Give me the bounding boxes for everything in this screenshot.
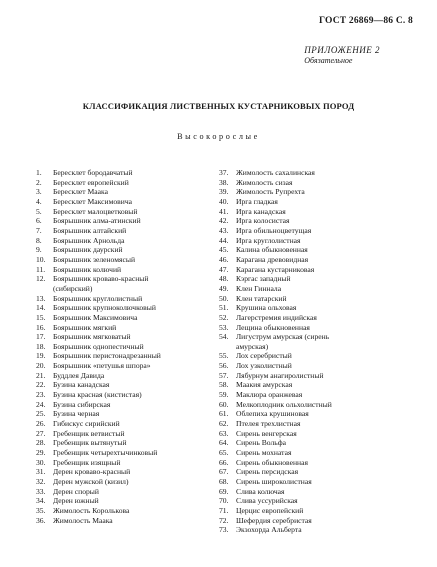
item-name: Боярышник перистонадрезанный bbox=[53, 351, 161, 361]
list-item bbox=[36, 506, 226, 516]
item-number: 53. bbox=[219, 322, 229, 332]
item-number: 48. bbox=[219, 274, 229, 284]
item-number: 41. bbox=[219, 206, 229, 216]
item-number: 50. bbox=[219, 293, 229, 303]
item-number: 17. bbox=[36, 332, 46, 342]
list-item bbox=[36, 516, 226, 526]
list-item bbox=[36, 487, 226, 497]
item-name: Буддлея Давида bbox=[53, 370, 105, 380]
item-name: Жимолость сизая bbox=[236, 177, 293, 187]
list-item bbox=[36, 323, 226, 333]
item-name: Ирга обильноцветущая bbox=[236, 225, 312, 235]
item-name: Мелкоплодник ольхолистный bbox=[236, 399, 332, 409]
item-number: 55. bbox=[219, 351, 229, 361]
list-item bbox=[36, 380, 226, 390]
item-name: Ирга канадская bbox=[236, 206, 286, 216]
appendix-block bbox=[304, 45, 380, 65]
item-number: 27. bbox=[36, 428, 46, 438]
item-number: 47. bbox=[219, 264, 229, 274]
item-name: Боярышник «петушья шпора» bbox=[53, 361, 151, 371]
item-number: 36. bbox=[36, 515, 46, 525]
item-number: 28. bbox=[36, 438, 46, 448]
item-number: 56. bbox=[219, 361, 229, 371]
item-number: 54. bbox=[219, 332, 229, 342]
item-name: Боярышник мягковатый bbox=[53, 332, 131, 342]
item-name: Бересклет Маака bbox=[53, 187, 108, 197]
list-item bbox=[219, 236, 424, 246]
item-number: 46. bbox=[219, 254, 229, 264]
item-name: Дерен кроваво-красный bbox=[53, 467, 131, 477]
list-item bbox=[219, 313, 424, 323]
item-name: Дерен южный bbox=[53, 496, 99, 506]
list-item bbox=[219, 332, 424, 342]
item-name: Ирга круглолистная bbox=[236, 235, 301, 245]
item-name: Маклюра оранжевая bbox=[236, 390, 303, 400]
item-name: Лигуструм амурская (сирень bbox=[236, 332, 330, 342]
list-item bbox=[36, 255, 226, 265]
list-item bbox=[219, 178, 424, 188]
item-name: Ирга гладкая bbox=[236, 196, 278, 206]
list-item bbox=[219, 255, 424, 265]
list-item bbox=[36, 409, 226, 419]
item-name: Церцис европейский bbox=[236, 505, 304, 515]
appendix-status: Обязательное bbox=[304, 56, 353, 65]
item-number: 61. bbox=[219, 409, 229, 419]
list-item bbox=[219, 429, 424, 439]
item-number: 31. bbox=[36, 467, 46, 477]
item-name: (сибирский) bbox=[53, 283, 93, 293]
list-item bbox=[219, 207, 424, 217]
item-number: 19. bbox=[36, 351, 46, 361]
item-name: Лагерстремия индийская bbox=[236, 312, 317, 322]
list-item bbox=[219, 168, 424, 178]
item-number: 42. bbox=[219, 216, 229, 226]
item-name: Сирень мохнатая bbox=[236, 448, 292, 458]
standard-header: ГОСТ 26869—86 С. 8 bbox=[319, 16, 413, 26]
item-name: Жимолость Рупрехта bbox=[236, 187, 305, 197]
list-item bbox=[219, 323, 424, 333]
item-name: Бересклет Максимовича bbox=[53, 196, 133, 206]
list-item bbox=[219, 197, 424, 207]
item-number: 10. bbox=[36, 254, 46, 264]
list-item bbox=[36, 458, 226, 468]
item-number: 45. bbox=[219, 245, 229, 255]
item-name: Слива колючая bbox=[236, 486, 285, 496]
item-name: Карагана древовидная bbox=[236, 254, 309, 264]
item-name: Боярышник однопестичный bbox=[53, 341, 144, 351]
list-item bbox=[36, 236, 226, 246]
item-name: Боярышник алтайский bbox=[53, 225, 127, 235]
item-name: Клен Гиннала bbox=[236, 283, 282, 293]
item-number: 6. bbox=[36, 216, 42, 226]
item-name: Калина обыкновенная bbox=[236, 245, 308, 255]
list-item bbox=[219, 390, 424, 400]
list-item bbox=[219, 448, 424, 458]
item-name: Гребенщик вытянутый bbox=[53, 438, 127, 448]
item-number: 70. bbox=[219, 496, 229, 506]
list-item bbox=[219, 400, 424, 410]
item-number: 35. bbox=[36, 505, 46, 515]
list-item bbox=[36, 168, 226, 178]
item-name: Кэргас западный bbox=[236, 274, 291, 284]
item-name: Карагана кустарниковая bbox=[236, 264, 315, 274]
item-number: 67. bbox=[219, 467, 229, 477]
item-number: 40. bbox=[219, 196, 229, 206]
item-name: амурская) bbox=[236, 341, 269, 351]
item-number bbox=[219, 342, 236, 352]
list-item bbox=[36, 332, 226, 342]
item-number: 69. bbox=[219, 486, 229, 496]
list-item bbox=[219, 438, 424, 448]
item-number bbox=[36, 284, 53, 294]
list-item bbox=[219, 216, 424, 226]
item-name: Гребенщик четырехтычинковый bbox=[53, 448, 158, 458]
item-name: Сирень обыкновенная bbox=[236, 457, 308, 467]
item-number: 8. bbox=[36, 235, 42, 245]
item-name: Сирень персидская bbox=[236, 467, 299, 477]
list-item bbox=[36, 496, 226, 506]
item-name: Жимолость сахалинская bbox=[236, 168, 315, 177]
item-name: Экзохорда Альберта bbox=[236, 525, 302, 535]
item-number: 1. bbox=[36, 168, 42, 177]
item-number: 2. bbox=[36, 177, 42, 187]
list-item bbox=[36, 429, 226, 439]
item-number: 11. bbox=[36, 264, 46, 274]
list-item bbox=[36, 274, 226, 284]
item-number: 57. bbox=[219, 370, 229, 380]
list-item bbox=[219, 496, 424, 506]
item-number: 23. bbox=[36, 390, 46, 400]
item-name: Гребенщик ветвистый bbox=[53, 428, 125, 438]
item-name: Боярышник колючий bbox=[53, 264, 122, 274]
item-name: Боярышник крупноколючковый bbox=[53, 303, 156, 313]
item-number: 15. bbox=[36, 312, 46, 322]
item-name: Бузина канадская bbox=[53, 380, 110, 390]
item-number: 71. bbox=[219, 505, 229, 515]
list-item bbox=[36, 477, 226, 487]
item-number: 26. bbox=[36, 419, 46, 429]
item-number: 21. bbox=[36, 370, 46, 380]
item-name: Лещина обыкновенная bbox=[236, 322, 310, 332]
item-number: 49. bbox=[219, 283, 229, 293]
list-item bbox=[219, 284, 424, 294]
item-name: Боярышник мягкий bbox=[53, 322, 117, 332]
list-item bbox=[36, 438, 226, 448]
item-name: Клен татарский bbox=[236, 293, 287, 303]
list-item bbox=[36, 178, 226, 188]
list-item bbox=[219, 409, 424, 419]
item-name: Сирень Вольфа bbox=[236, 438, 287, 448]
item-name: Лох серебристый bbox=[236, 351, 292, 361]
item-number: 66. bbox=[219, 457, 229, 467]
list-item bbox=[36, 371, 226, 381]
item-number: 65. bbox=[219, 448, 229, 458]
list-item bbox=[219, 516, 424, 526]
item-name: Птелея трехлистная bbox=[236, 419, 301, 429]
item-name: Шефердия серебристая bbox=[236, 515, 312, 525]
item-number: 60. bbox=[219, 399, 229, 409]
list-item bbox=[36, 265, 226, 275]
item-number: 39. bbox=[219, 187, 229, 197]
item-name: Сирень широколистная bbox=[236, 477, 312, 486]
list-item bbox=[36, 419, 226, 429]
item-name: Слива уссурийская bbox=[236, 496, 298, 506]
list-item bbox=[36, 467, 226, 477]
item-number: 12. bbox=[36, 274, 46, 284]
item-name: Сирень венгерская bbox=[236, 428, 297, 438]
item-name: Гибискус сирийский bbox=[53, 419, 120, 429]
item-number: 20. bbox=[36, 361, 46, 371]
item-name: Бузина красная (кистистая) bbox=[53, 390, 142, 400]
item-name: Бузина сибирская bbox=[53, 399, 111, 409]
right-column-list bbox=[219, 168, 424, 535]
item-number: 34. bbox=[36, 496, 46, 506]
list-item bbox=[36, 313, 226, 323]
item-number: 68. bbox=[219, 477, 229, 486]
list-item bbox=[219, 458, 424, 468]
list-item bbox=[36, 187, 226, 197]
item-number: 59. bbox=[219, 390, 229, 400]
item-name: Лябурнум анагиролистный bbox=[236, 370, 324, 380]
item-number: 7. bbox=[36, 225, 42, 235]
item-name: Боярышник Максимовича bbox=[53, 312, 138, 322]
item-number: 38. bbox=[219, 177, 229, 187]
item-number: 44. bbox=[219, 235, 229, 245]
item-number: 9. bbox=[36, 245, 42, 255]
section-heading: Высокорослые bbox=[177, 132, 260, 141]
list-item bbox=[219, 351, 424, 361]
item-name: Лох узколистный bbox=[236, 361, 292, 371]
item-number: 5. bbox=[36, 206, 42, 216]
item-name: Жимолость Королькова bbox=[53, 505, 130, 515]
item-name: Крушина ольховая bbox=[236, 303, 297, 313]
left-column-list bbox=[36, 168, 226, 525]
list-item bbox=[219, 487, 424, 497]
list-item bbox=[219, 274, 424, 284]
list-item bbox=[219, 525, 424, 535]
item-number: 14. bbox=[36, 303, 46, 313]
item-name: Бересклет бородавчатый bbox=[53, 168, 133, 177]
list-item bbox=[36, 400, 226, 410]
list-item bbox=[219, 342, 424, 352]
item-number: 63. bbox=[219, 428, 229, 438]
list-item bbox=[219, 265, 424, 275]
item-number: 18. bbox=[36, 341, 46, 351]
list-item bbox=[219, 506, 424, 516]
list-item bbox=[36, 361, 226, 371]
list-item bbox=[36, 351, 226, 361]
list-item bbox=[219, 187, 424, 197]
list-item bbox=[36, 448, 226, 458]
item-number: 4. bbox=[36, 196, 42, 206]
list-item bbox=[219, 245, 424, 255]
item-name: Бузина черная bbox=[53, 409, 100, 419]
item-number: 29. bbox=[36, 448, 46, 458]
item-number: 32. bbox=[36, 477, 46, 486]
item-number: 52. bbox=[219, 312, 229, 322]
item-name: Боярышник алма-атинский bbox=[53, 216, 141, 226]
list-item bbox=[36, 303, 226, 313]
item-name: Боярышник зеленомясый bbox=[53, 254, 136, 264]
item-name: Боярышник кроваво-красный bbox=[53, 274, 149, 284]
item-name: Облепиха крушиновая bbox=[236, 409, 309, 419]
item-number: 73. bbox=[219, 525, 229, 535]
item-name: Дерен спорый bbox=[53, 486, 99, 496]
item-number: 3. bbox=[36, 187, 42, 197]
list-item bbox=[219, 361, 424, 371]
item-number: 13. bbox=[36, 293, 46, 303]
list-item bbox=[219, 371, 424, 381]
item-number: 58. bbox=[219, 380, 229, 390]
item-number: 64. bbox=[219, 438, 229, 448]
item-number: 25. bbox=[36, 409, 46, 419]
list-item bbox=[36, 226, 226, 236]
item-number: 24. bbox=[36, 399, 46, 409]
item-name: Ирга колосистая bbox=[236, 216, 290, 226]
list-item bbox=[36, 294, 226, 304]
item-number: 16. bbox=[36, 322, 46, 332]
item-number: 72. bbox=[219, 515, 229, 525]
list-item bbox=[36, 342, 226, 352]
list-item bbox=[36, 216, 226, 226]
item-number: 37. bbox=[219, 168, 229, 177]
list-item bbox=[36, 245, 226, 255]
item-name: Боярышник Арнольда bbox=[53, 235, 125, 245]
list-item bbox=[219, 226, 424, 236]
list-item bbox=[36, 197, 226, 207]
item-name: Маакия амурская bbox=[236, 380, 293, 390]
list-item bbox=[36, 284, 226, 294]
page-title: КЛАССИФИКАЦИЯ ЛИСТВЕННЫХ КУСТАРНИКОВЫХ ПОРОД bbox=[82, 101, 355, 111]
list-item bbox=[219, 419, 424, 429]
item-number: 62. bbox=[219, 419, 229, 429]
appendix-title: ПРИЛОЖЕНИЕ 2 bbox=[304, 45, 380, 55]
item-name: Бересклет европейский bbox=[53, 177, 129, 187]
item-number: 30. bbox=[36, 457, 46, 467]
item-number: 43. bbox=[219, 225, 229, 235]
item-name: Дерен мужской (кизил) bbox=[53, 477, 129, 486]
item-name: Боярышник даурский bbox=[53, 245, 123, 255]
item-number: 51. bbox=[219, 303, 229, 313]
list-item bbox=[36, 390, 226, 400]
list-item bbox=[219, 477, 424, 487]
item-name: Бересклет малоцветковый bbox=[53, 206, 138, 216]
item-name: Боярышник круглолистный bbox=[53, 293, 143, 303]
item-number: 33. bbox=[36, 486, 46, 496]
list-item bbox=[219, 380, 424, 390]
list-item bbox=[219, 467, 424, 477]
list-item bbox=[219, 294, 424, 304]
item-name: Жимолость Маака bbox=[53, 515, 113, 525]
item-number: 22. bbox=[36, 380, 46, 390]
list-item bbox=[219, 303, 424, 313]
item-name: Гребенщик изящный bbox=[53, 457, 121, 467]
list-item bbox=[36, 207, 226, 217]
